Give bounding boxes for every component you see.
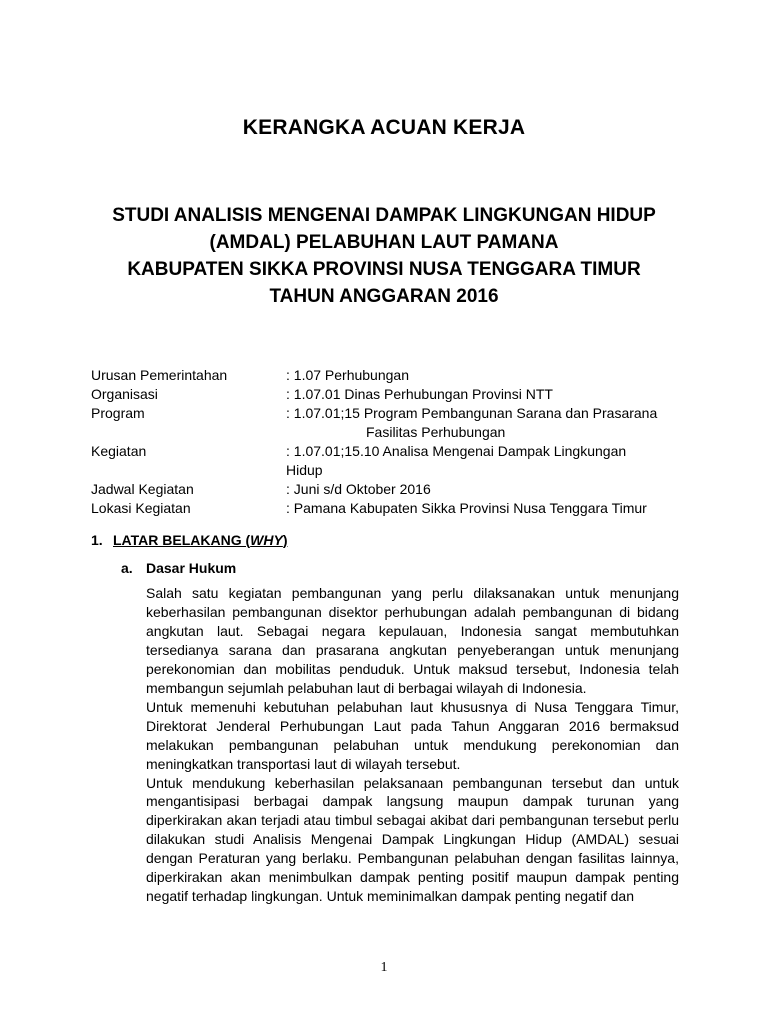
paragraph: Untuk memenuhi kebutuhan pelabuhan laut khususnya di Nusa Tenggara Timur, Direktorat Jenderal Perhubungan Laut pada Tahun Anggaran 2016 bermaksud melakukan pembangunan pelabuhan untuk mendukung perekonomian dan meningkatkan transportasi laut di wilayah tersebut.	[146, 698, 679, 772]
paragraph: Untuk mendukung keberhasilan pelaksanaan pembangunan tersebut dan untuk mengantisipasi berbagai dampak langsung maupun dampak turunan yang diperkirakan akan terjadi atau timbul sebagai akibat dari pembangunan tersebut perlu dilakukan studi Analisis Mengenai Dampak Lingkungan Hidup (AMDAL) sesuai dengan Peraturan yang berlaku. Pembangunan pelabuhan dengan fasilitas lainnya, diperkirakan akan menimbulkan dampak penting positif maupun dampak penting negatif terhadap lingkungan. Untuk meminimalkan dampak penting negatif dan	[146, 774, 679, 905]
info-value: : 1.07.01;15 Program Pembangunan Sarana dan Prasarana	[286, 405, 658, 421]
section-title-italic: WHY	[250, 532, 283, 548]
info-value: : 1.07 Perhubungan	[286, 367, 409, 383]
subsection-title: Dasar Hukum	[146, 560, 237, 576]
paragraph: Salah satu kegiatan pembangunan yang perlu dilaksanakan untuk menunjang keberhasilan pembangunan disektor perhubungan adalah pembangunan di bidang angkutan laut. Sebagai negara kepulauan, Indonesia sangat membutuhkan tersedianya sarana dan prasarana angkutan penyeberangan untuk menunjang perekonomian dan mobilitas penduduk. Untuk maksud tersebut, Indonesia telah membangun sejumlah pelabuhan laut di berbagai wilayah di Indonesia.	[146, 585, 679, 696]
section-title-prefix: LATAR BELAKANG (	[113, 532, 251, 548]
info-value: : Pamana Kabupaten Sikka Provinsi Nusa Tenggara Timur	[286, 500, 647, 516]
info-label: Kegiatan	[91, 443, 147, 459]
info-label: Lokasi Kegiatan	[91, 500, 191, 516]
section-number: 1.	[91, 532, 103, 548]
info-row-kegiatan	[91, 442, 666, 480]
body-text	[146, 584, 679, 906]
section-title	[113, 532, 287, 548]
info-label: Organisasi	[91, 386, 158, 402]
info-row-urusan	[91, 366, 666, 385]
subtitle-line: TAHUN ANGGARAN 2016	[269, 286, 499, 307]
info-value: : 1.07.01;15.10 Analisa Mengenai Dampak Lingkungan Hidup	[286, 443, 627, 478]
info-value-continuation: Fasilitas Perhubungan	[366, 424, 506, 440]
info-row-jadwal	[91, 480, 666, 499]
info-row-organisasi	[91, 385, 666, 404]
info-label: Program	[91, 405, 145, 421]
info-label: Urusan Pemerintahan	[91, 367, 228, 383]
info-row-program	[91, 404, 666, 442]
section-title-suffix: )	[282, 532, 288, 548]
subtitle-line: KABUPATEN SIKKA PROVINSI NUSA TENGGARA TIMUR	[127, 259, 641, 280]
info-row-lokasi	[91, 499, 666, 518]
info-label: Jadwal Kegiatan	[91, 481, 194, 497]
info-value-wrap	[286, 404, 666, 442]
page-number: 1	[380, 960, 388, 975]
document-title: KERANGKA ACUAN KERJA	[242, 116, 526, 139]
subtitle-line: STUDI ANALISIS MENGENAI DAMPAK LINGKUNGAN HIDUP	[112, 205, 656, 226]
section-heading	[91, 532, 287, 548]
subsection-heading	[121, 560, 236, 576]
info-value: : Juni s/d Oktober 2016	[286, 481, 431, 497]
activity-info-table	[91, 366, 666, 518]
subtitle-line: (AMDAL) PELABUHAN LAUT PAMANA	[209, 232, 559, 253]
info-value: : 1.07.01 Dinas Perhubungan Provinsi NTT	[286, 386, 553, 402]
subsection-letter: a.	[121, 560, 133, 576]
document-subtitle	[0, 202, 768, 310]
